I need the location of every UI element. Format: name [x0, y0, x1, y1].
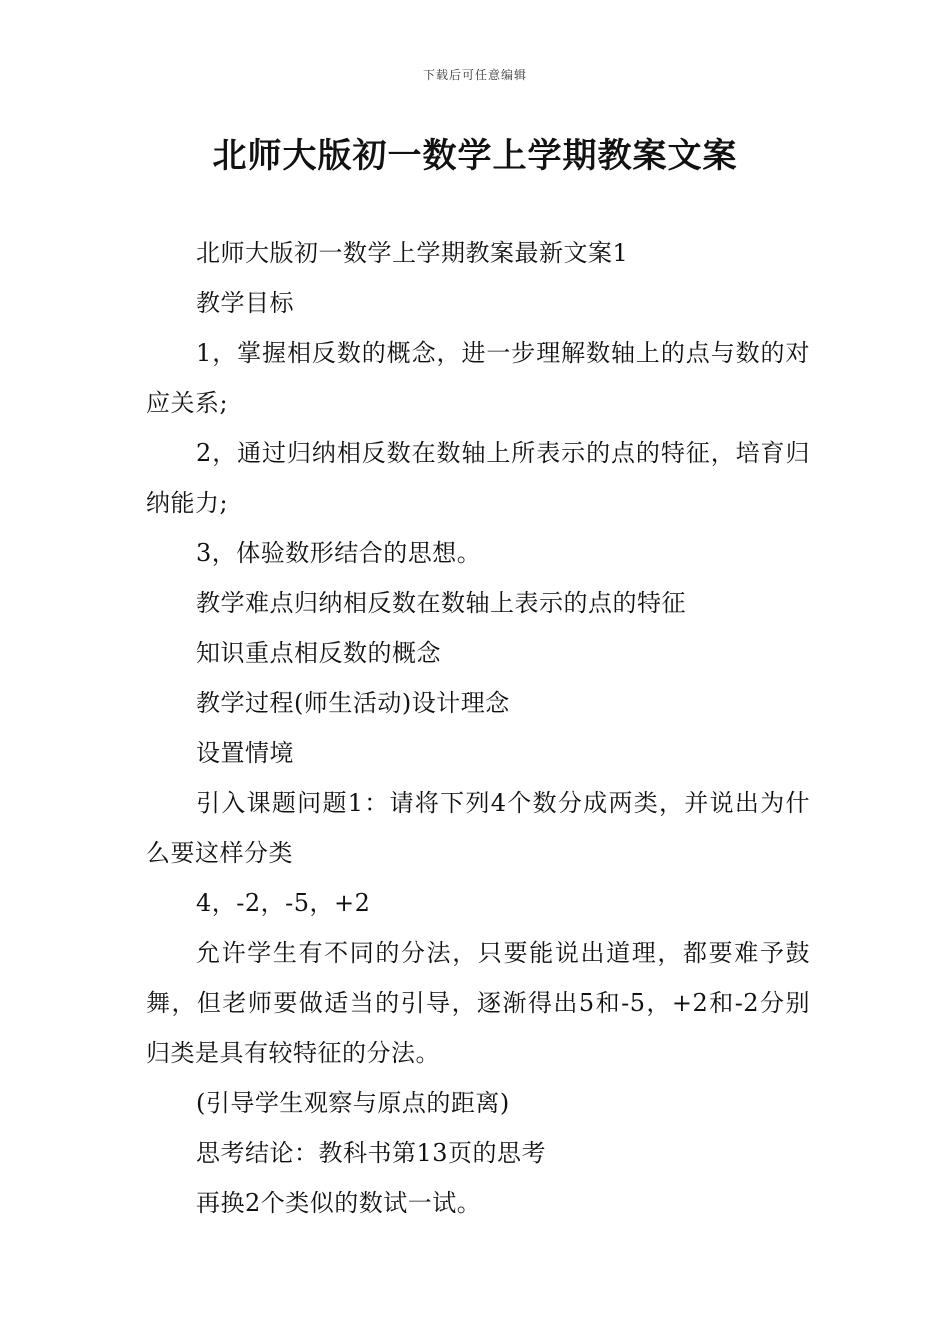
scenario-heading: 设置情境 — [196, 739, 294, 767]
thinking-conclusion: 思考结论：教科书第13页的思考 — [196, 1139, 547, 1167]
knowledge-focus: 知识重点相反数的概念 — [196, 639, 441, 667]
teaching-difficulty: 教学难点归纳相反数在数轴上表示的点的特征 — [196, 589, 686, 617]
try-again-paragraph: 再换2个类似的数试一试。 — [196, 1189, 482, 1217]
guidance-paragraph: 允许学生有不同的分法，只要能说出道理，都要难予鼓舞，但老师要做适当的引导，逐渐得出5和-5，+2和-2分别归类是具有较特征的分法。 — [146, 939, 810, 1067]
objective-item-2: 2，通过归纳相反数在数轴上所表示的点的特征，培育归纳能力; — [146, 439, 810, 517]
subtitle-paragraph: 北师大版初一数学上学期教案最新文案1 — [196, 239, 629, 267]
number-list: 4，-2，-5，+2 — [196, 889, 371, 917]
observation-note: (引导学生观察与原点的距离) — [196, 1089, 510, 1117]
section-heading-objectives: 教学目标 — [196, 289, 294, 317]
objective-item-1: 1，掌握相反数的概念，进一步理解数轴上的点与数的对应关系; — [146, 339, 810, 417]
document-body — [146, 228, 810, 1228]
objective-item-3: 3，体验数形结合的思想。 — [196, 539, 482, 567]
document-title: 北师大版初一数学上学期教案文案 — [212, 136, 738, 176]
teaching-process-heading: 教学过程(师生活动)设计理念 — [196, 689, 510, 717]
question-1-paragraph: 引入课题问题1：请将下列4个数分成两类，并说出为什么要这样分类 — [146, 789, 810, 867]
header-note: 下载后可任意编辑 — [422, 68, 527, 82]
